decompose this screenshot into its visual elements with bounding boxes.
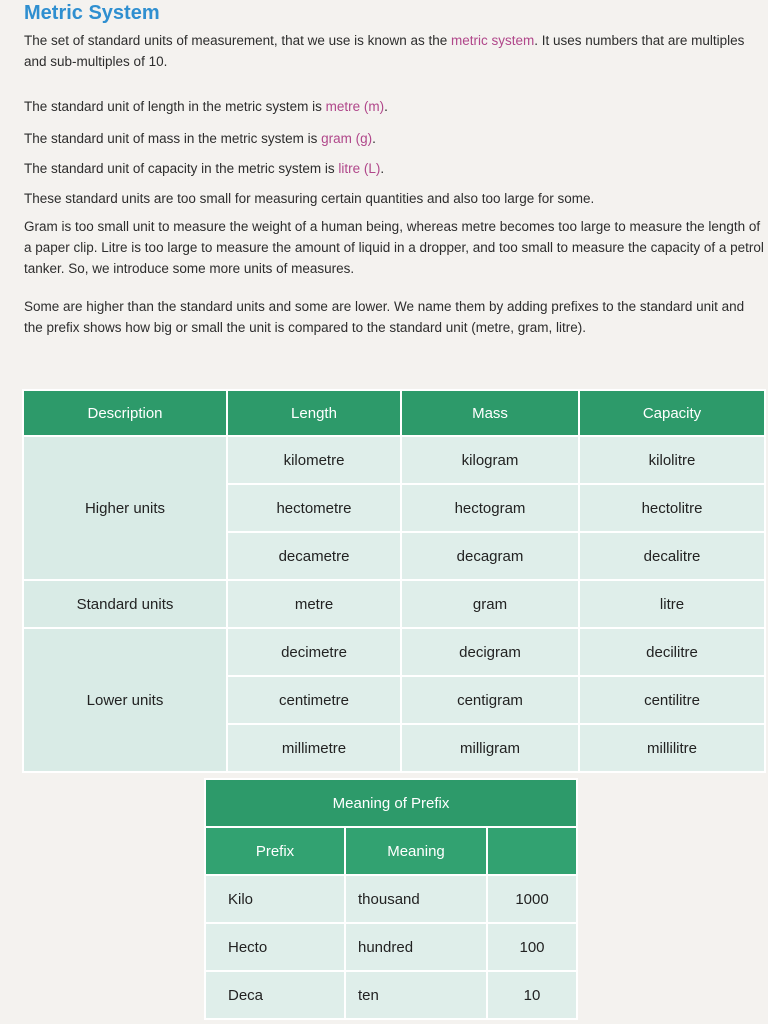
intro-text-start: The set of standard units of measurement, that we use is known as the [24, 33, 451, 48]
prefix-cell: Deca [205, 971, 345, 1019]
prefix-caption-row [205, 779, 577, 827]
table-cell: decalitre [579, 532, 765, 580]
prefix-table-caption: Meaning of Prefix [205, 779, 577, 827]
table-cell: decilitre [579, 628, 765, 676]
prefix-intro-paragraph: Some are higher than the standard units and some are lower. We name them by adding prefixes to the standard unit and the prefix shows how big or small the unit is compared to the standard unit (metre, gram, litre). [24, 299, 745, 335]
units-table-header-row [23, 390, 765, 436]
table-cell: decimetre [227, 628, 401, 676]
table-cell: hectometre [227, 484, 401, 532]
group-standard-units: Standard units [23, 580, 227, 628]
value-cell: 1000 [487, 875, 577, 923]
units-table [22, 389, 766, 773]
prefix-cell: Hecto [205, 923, 345, 971]
table-row [23, 580, 765, 628]
length-text: The standard unit of length in the metric system is [24, 99, 326, 114]
table-cell: decagram [401, 532, 579, 580]
capacity-unit-sentence [24, 158, 764, 179]
table-row [205, 923, 577, 971]
prefix-table [204, 778, 578, 1020]
length-unit-sentence [24, 96, 764, 117]
capacity-text: The standard unit of capacity in the metric system is [24, 161, 339, 176]
value-cell: 10 [487, 971, 577, 1019]
table-cell: centilitre [579, 676, 765, 724]
table-cell: millilitre [579, 724, 765, 772]
header-capacity: Capacity [579, 390, 765, 436]
intro-paragraph [24, 30, 764, 72]
table-cell: gram [401, 580, 579, 628]
meaning-cell: ten [345, 971, 487, 1019]
mass-unit: gram (g) [321, 131, 373, 146]
table-row [205, 971, 577, 1019]
group-lower-units: Lower units [23, 628, 227, 772]
metric-system-term: metric system [450, 33, 535, 48]
length-text-end: . [384, 99, 388, 114]
table-cell: litre [579, 580, 765, 628]
mass-unit-sentence [24, 128, 764, 149]
table-row [23, 628, 765, 676]
table-cell: milligram [401, 724, 579, 772]
header-length: Length [227, 390, 401, 436]
table-cell: millimetre [227, 724, 401, 772]
table-cell: kilolitre [579, 436, 765, 484]
table-row [23, 436, 765, 484]
value-cell: 100 [487, 923, 577, 971]
prefix-cell: Kilo [205, 875, 345, 923]
table-cell: decigram [401, 628, 579, 676]
mass-text: The standard unit of mass in the metric system is [24, 131, 322, 146]
table-cell: hectolitre [579, 484, 765, 532]
table-cell: metre [227, 580, 401, 628]
length-unit: metre (m) [325, 99, 385, 114]
meaning-cell: thousand [345, 875, 487, 923]
table-cell: kilogram [401, 436, 579, 484]
group-higher-units: Higher units [23, 436, 227, 580]
table-cell: centigram [401, 676, 579, 724]
header-value [487, 827, 577, 875]
table-cell: hectogram [401, 484, 579, 532]
table-cell: decametre [227, 532, 401, 580]
intro-text-end: . It uses numbers that are multiples and sub-multiples of 10. [24, 33, 745, 69]
table-cell: kilometre [227, 436, 401, 484]
meaning-cell: hundred [345, 923, 487, 971]
page-title: Metric System [24, 2, 160, 24]
table-cell: centimetre [227, 676, 401, 724]
header-mass: Mass [401, 390, 579, 436]
header-prefix: Prefix [205, 827, 345, 875]
mass-text-end: . [372, 131, 376, 146]
examples-paragraph: Gram is too small unit to measure the weight of a human being, whereas metre becomes too large to measure the length of a paper clip. Litre is too large to measure the amount of liquid in a dropper, and too small to measure the capacity of a petrol tanker. So, we introduce some more units of measures. [24, 219, 764, 276]
header-description: Description [23, 390, 227, 436]
too-small-too-large-sentence: These standard units are too small for measuring certain quantities and also too large for some. [24, 191, 595, 206]
table-row [205, 875, 577, 923]
capacity-unit: litre (L) [338, 161, 381, 176]
prefix-header-row [205, 827, 577, 875]
header-meaning: Meaning [345, 827, 487, 875]
capacity-text-end: . [380, 161, 385, 176]
